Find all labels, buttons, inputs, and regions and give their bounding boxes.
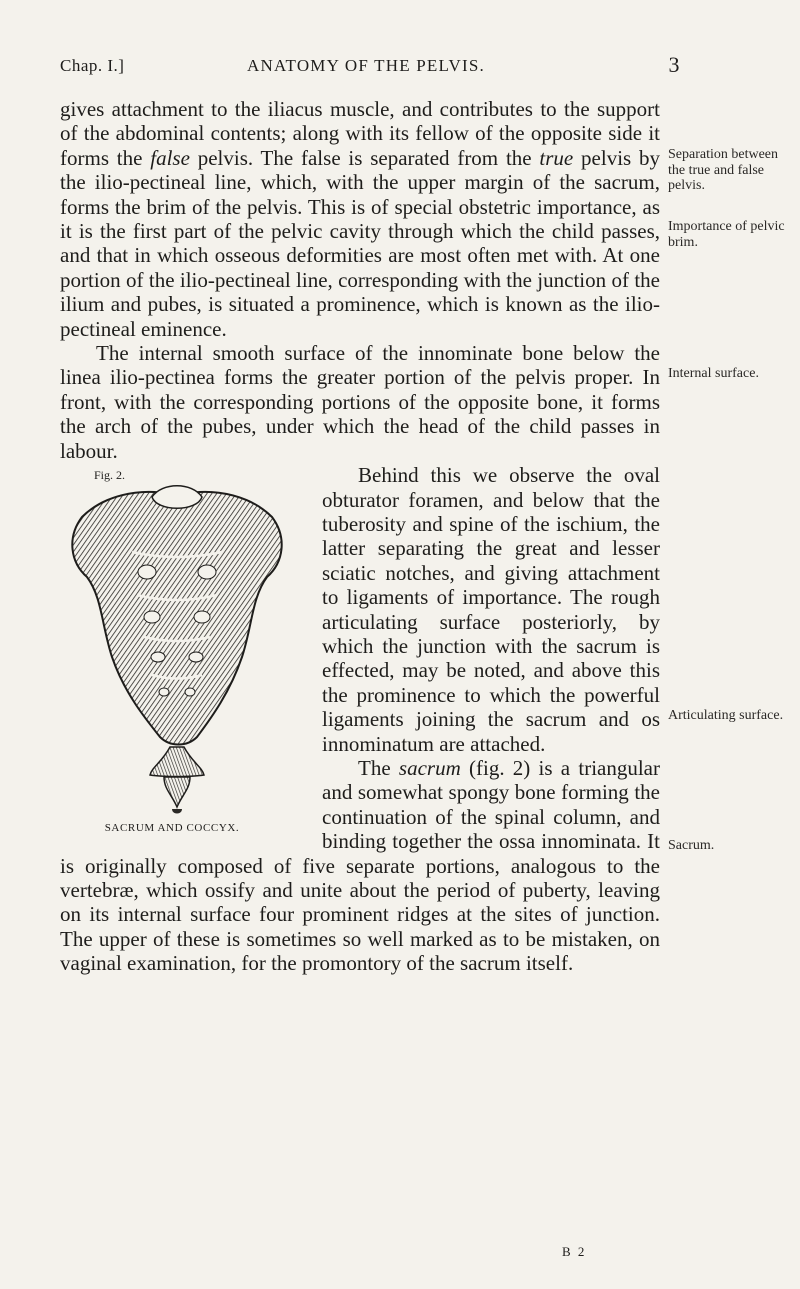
body-text — [60, 97, 660, 976]
paragraph-obturator: Behind this we observe the oval obturator foramen, and below that the tuberosity and spine of the ischium, the latter separating the great and lesser sciatic notches, and giving attachment to ligaments of importance. The rough articulating surface posteriorly, by which the junction with the sacrum is effected, may be noted, and above this the prominence to which the powerful ligaments joining the sacrum and os innominatum are attached. — [322, 463, 660, 756]
paragraph-sacrum: The sacrum (fig. 2) is a triangular and somewhat spongy bone forming the continuation of the spinal column, and binding together the ossa innominata. It is originally composed of five separate portions, analogous to the vertebræ, which ossify and unite about the period of puberty, leaving on its internal surface four prominent ridges at the sites of junction. The upper of these is sometimes so well marked as to be mistaken, on vaginal examination, for the promontory of the sacrum itself. — [60, 755, 660, 976]
paragraph-false-pelvis: gives attachment to the iliacus muscle, and contributes to the support of the abdominal contents; along with its fellow of the opposite side it forms the false pelvis. The false is separated from the true pelvis by the ilio-pectineal line, which, with the upper margin of the sacrum, forms the brim of the pelvis. This is of special obstetric importance, as it is the first part of the pelvic cavity through which the child passes, and that in which osseous deformities are most often met with. At one portion of the ilio-pectineal line, corresponding with the junction of the ilium and pubes, is situated a prominence, which is known as the ilio-pectineal eminence. — [60, 97, 660, 341]
emphasis-false: false — [150, 145, 190, 170]
margin-note-articulating: Articulating surface. — [668, 708, 784, 723]
margin-note-internal: Internal surface. — [668, 366, 759, 381]
margin-note-importance: Importance of pelvic brim. — [668, 219, 785, 250]
margin-note-separation: Separation between the true and false pelvis. — [668, 147, 779, 193]
page-title: ANATOMY OF THE PELVIS. — [247, 56, 485, 75]
paragraph-internal-surface: The internal smooth surface of the innominate bone below the linea ilio-pectinea forms the greater portion of the pelvis proper. In front, with the corresponding portions of the opposite bone, it forms the arch of the pubes, under which the head of the child passes in labour. — [60, 341, 660, 463]
page-number: 3 — [668, 52, 680, 77]
figure-label: Fig. 2. — [94, 468, 126, 483]
sacrum-illustration — [52, 477, 302, 822]
margin-note-sacrum: Sacrum. — [668, 838, 715, 853]
running-header — [60, 52, 680, 86]
signature-mark: B 2 — [562, 1244, 587, 1259]
figure-2 — [52, 469, 314, 842]
emphasis-sacrum: sacrum — [398, 755, 461, 780]
figure-caption: SACRUM AND COCCYX. — [104, 821, 240, 834]
emphasis-true: true — [539, 145, 574, 170]
chapter-label: Chap. I.] — [60, 56, 125, 75]
